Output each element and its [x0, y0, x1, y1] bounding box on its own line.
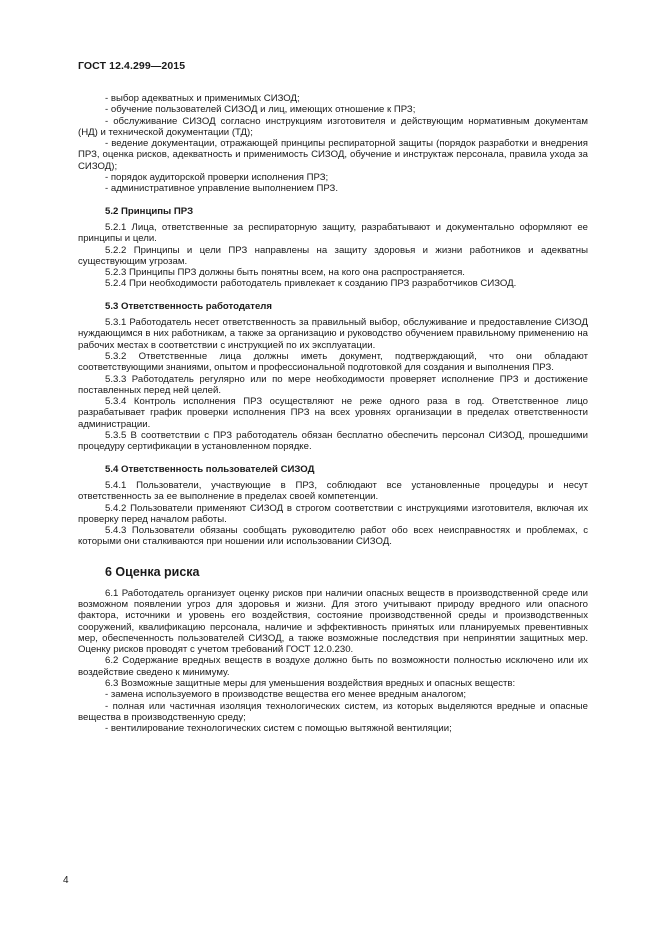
paragraph: 5.3.2 Ответственные лица должны иметь документ, подтверждающий, что они обладают соответствующими знаниями, опытом и профессиональной подготовкой для создания и выполнения ПРЗ. [78, 350, 588, 374]
list-item: - обслуживание СИЗОД согласно инструкциям изготовителя и действующим нормативным документам (НД) и технической документации (ТД); [78, 115, 588, 138]
page-number: 4 [63, 875, 69, 886]
paragraph: 5.2.2 Принципы и цели ПРЗ направлены на защиту здоровья и жизни работников и адекватны существующим угрозам. [78, 244, 588, 267]
section-heading-5-2: 5.2 Принципы ПРЗ [105, 205, 194, 217]
document-body [78, 93, 588, 735]
paragraph: 5.3.4 Контроль исполнения ПРЗ осуществляют не реже одного раза в год. Ответственное лицо разрабатывает график проверки исполнения ПРЗ на всех уровнях организации в пределах ответственности администрации. [78, 396, 588, 430]
chapter-heading-6: 6 Оценка риска [105, 564, 200, 579]
list-item: - вентилирование технологических систем с помощью вытяжной вентиляции; [105, 723, 452, 735]
paragraph: 5.4.3 Пользователи обязаны сообщать руководителю работ обо всех неисправностях и проблемах, с которыми они сталкиваются при ношении или использовании СИЗОД. [78, 525, 588, 548]
list-item: - полная или частичная изоляция технологических систем, из которых выделяются вредные и опасные вещества в производственную среду; [78, 700, 588, 723]
list-item: - ведение документации, отражающей принципы респираторной защиты (порядок разработки и внедрения ПРЗ, оценка рисков, адекватность и применимость СИЗОД, обучение и инструктаж персонала, правила ухода за СИЗОД); [78, 138, 588, 172]
paragraph: 5.3.5 В соответствии с ПРЗ работодатель обязан бесплатно обеспечить персонал СИЗОД, прошедшими процедуру сертификации в установленном порядке. [78, 430, 588, 453]
section-heading-5-4: 5.4 Ответственность пользователей СИЗОД [105, 463, 315, 475]
paragraph: 5.2.4 При необходимости работодатель привлекает к созданию ПРЗ разработчиков СИЗОД. [105, 278, 517, 290]
list-item: - порядок аудиторской проверки исполнения ПРЗ; [105, 172, 329, 184]
document-header: ГОСТ 12.4.299—2015 [78, 60, 186, 72]
paragraph: 5.3.1 Работодатель несет ответственность за правильный выбор, обслуживание и предоставление СИЗОД нуждающимся в них работникам, а также за организацию и руководство обучением правильному применению на рабочих местах в соответствии с инструкцией по их эксплуатации. [78, 317, 588, 351]
list-item: - обучение пользователей СИЗОД и лиц, имеющих отношение к ПРЗ; [105, 104, 416, 116]
list-item: - административное управление выполнением ПРЗ. [105, 183, 339, 195]
section-heading-5-3: 5.3 Ответственность работодателя [105, 300, 272, 312]
paragraph: 5.4.2 Пользователи применяют СИЗОД в строгом соответствии с инструкциями изготовителя, включая их проверку перед началом работы. [78, 502, 588, 525]
paragraph: 6.2 Содержание вредных веществ в воздухе должно быть по возможности полностью исключено или их воздействие сведено к минимуму. [78, 655, 588, 678]
paragraph: 5.2.1 Лица, ответственные за респираторную защиту, разрабатывают и документально оформляют ее принципы и цели. [78, 221, 588, 245]
list-item: - выбор адекватных и применимых СИЗОД; [105, 93, 300, 104]
paragraph: 5.2.3 Принципы ПРЗ должны быть понятны всем, на кого она распространяется. [105, 267, 465, 279]
list-item: - замена используемого в производстве вещества его менее вредным аналогом; [105, 689, 467, 701]
paragraph: 5.4.1 Пользователи, участвующие в ПРЗ, соблюдают все установленные процедуры и несут ответственность за ее выполнение в пределах своей компетенции. [78, 479, 588, 503]
paragraph: 6.1 Работодатель организует оценку рисков при наличии опасных веществ в производственной среде или возможном появлении угроз для здоровья и жизни. Для этого учитывают природу вредного или опасного фактора, источники и уровень его воздействия, состояние производственной среды и производственных сооружений, квалификацию персонала, наличие и эффективность принятых или планируемых превентивных мер, обеспеченность пользователей СИЗОД, а также возможные последствия при непринятии защитных мер. Оценку рисков проводят с учетом требований ГОСТ 12.0.230. [78, 587, 588, 656]
paragraph: 5.3.3 Работодатель регулярно или по мере необходимости проверяет исполнение ПРЗ и достижение поставленных перед ней целей. [78, 373, 588, 396]
paragraph: 6.3 Возможные защитные меры для уменьшения воздействия вредных и опасных веществ: [105, 678, 516, 690]
